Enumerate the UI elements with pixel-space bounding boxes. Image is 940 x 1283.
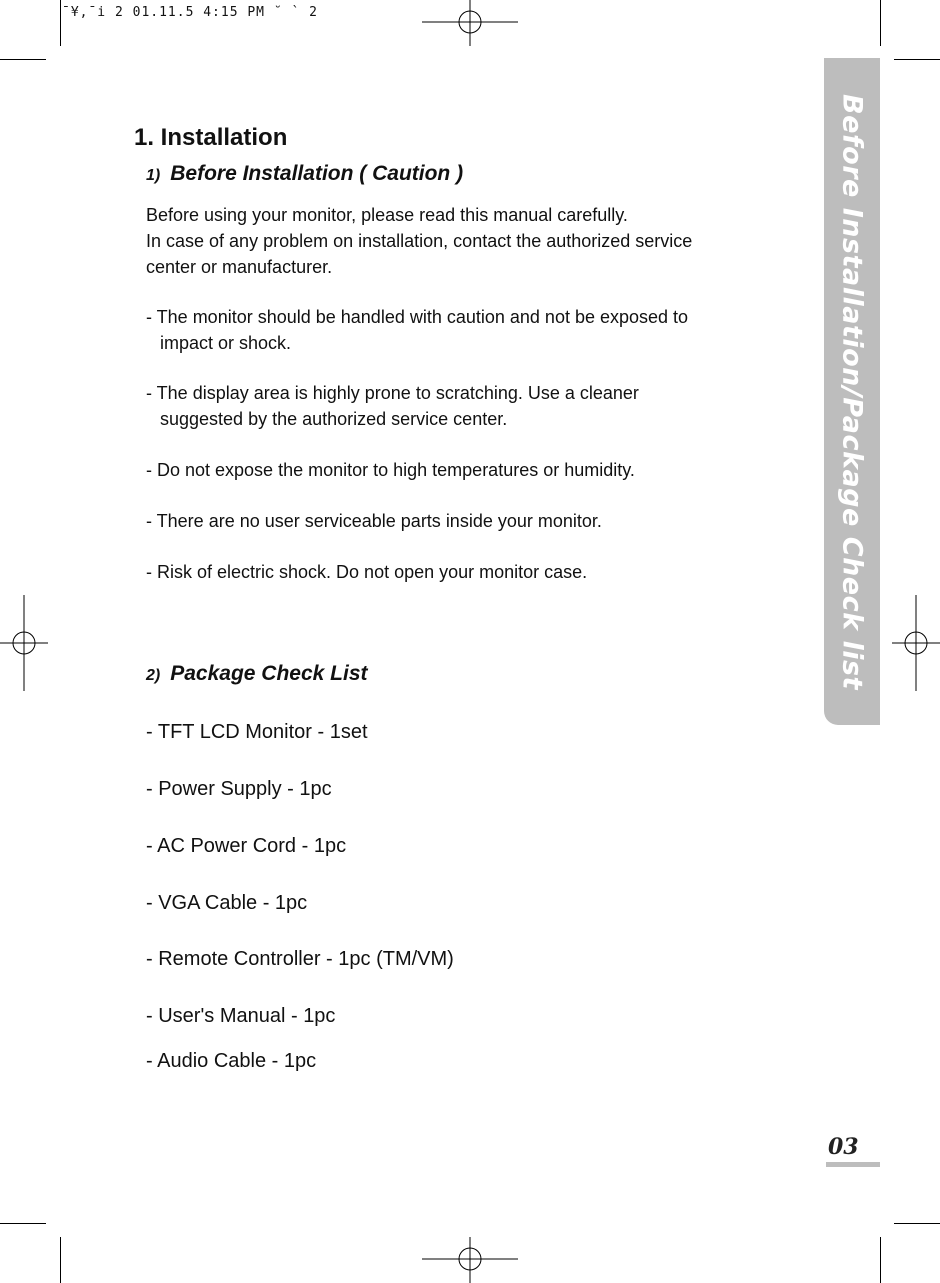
caution-item (146, 304, 688, 356)
package-item: - User's Manual - 1pc (146, 1005, 336, 1027)
package-item: - AC Power Cord - 1pc (146, 835, 347, 857)
subsection-title: Package Check List (170, 662, 368, 685)
page-number: 03 (828, 1134, 859, 1160)
subsection-number: 1) (146, 167, 161, 184)
registration-mark-right (892, 595, 940, 691)
package-item: - Power Supply - 1pc (146, 778, 332, 800)
registration-mark-top (422, 0, 518, 46)
caution-line: impact or shock. (160, 333, 292, 353)
side-tab-label: Before Installation/Package Check list (836, 93, 868, 690)
package-item: - TFT LCD Monitor - 1set (146, 721, 368, 743)
side-tab (824, 58, 880, 725)
registration-mark-left (0, 595, 48, 691)
package-check-heading (146, 662, 368, 686)
subsection-title: Before Installation ( Caution ) (170, 162, 464, 185)
intro-line: Before using your monitor, please read this manual carefully. (146, 205, 628, 225)
before-installation-heading (146, 162, 463, 186)
caution-line: - Risk of electric shock. Do not open your monitor case. (146, 562, 588, 582)
page-number-bar (826, 1162, 880, 1167)
caution-item (146, 508, 602, 534)
intro-line: In case of any problem on installation, contact the authorized service (146, 231, 693, 251)
intro-paragraph (146, 202, 692, 280)
subsection-number: 2) (146, 667, 161, 684)
package-item: - Audio Cable - 1pc (146, 1050, 317, 1072)
print-header-marks: ¯¥,¯i 2 01.11.5 4:15 PM ˘ ` 2 (62, 5, 318, 20)
caution-line: - There are no user serviceable parts inside your monitor. (146, 511, 602, 531)
caution-line: - The monitor should be handled with caution and not be exposed to (146, 307, 689, 327)
section-title: 1. Installation (134, 124, 288, 151)
package-item: - Remote Controller - 1pc (TM/VM) (146, 948, 454, 970)
registration-mark-bottom (422, 1237, 518, 1283)
caution-line: - Do not expose the monitor to high temperatures or humidity. (146, 460, 635, 480)
caution-item (146, 559, 587, 585)
caution-line: - The display area is highly prone to scratching. Use a cleaner (146, 383, 639, 403)
intro-line: center or manufacturer. (146, 257, 333, 277)
caution-line: suggested by the authorized service center. (160, 409, 508, 429)
caution-item (146, 457, 635, 483)
package-item: - VGA Cable - 1pc (146, 892, 308, 914)
caution-item (146, 380, 639, 432)
